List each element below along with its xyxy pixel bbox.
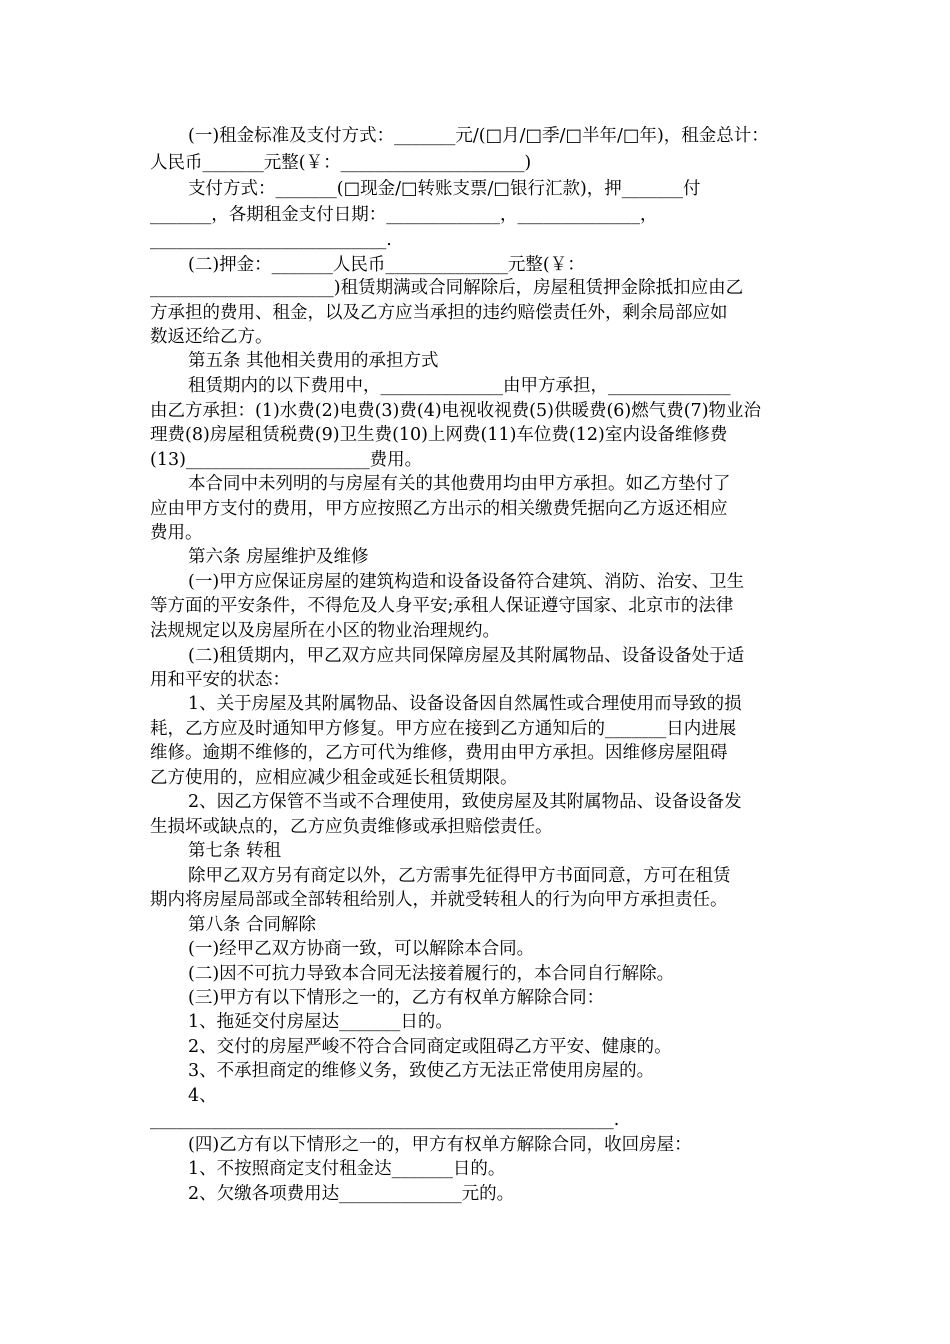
- text-line: (二)因不可抗力导致本合同无法接着履行的，本合同自行解除。: [188, 964, 675, 984]
- text-line: _______，各期租金支付日期：_____________，______________，: [150, 205, 658, 225]
- text-line: 由乙方承担：(1)水费(2)电费(3)费(4)电视收视费(5)供暖费(6)燃气费(7)物业治: [150, 401, 762, 421]
- text-line: (一)经甲乙双方协商一致，可以解除本合同。: [188, 939, 535, 959]
- text-line: 1、关于房屋及其附属物品、设备设备因自然属性或合理使用而导致的损: [188, 694, 742, 714]
- text-line: (一)甲方应保证房屋的建筑构造和设备设备符合建筑、消防、治安、卫生: [188, 572, 745, 592]
- text-line: 除甲乙双方另有商定以外，乙方需事先征得甲方书面同意，方可在租赁: [188, 866, 731, 886]
- text-line: 数返还给乙方。: [150, 327, 273, 347]
- text-line: 本合同中未列明的与房屋有关的其他费用均由甲方承担。如乙方垫付了: [188, 474, 731, 494]
- text-line: (四)乙方有以下情形之一的，甲方有权单方解除合同，收回房屋：: [188, 1135, 692, 1155]
- text-line: _____________________)租赁期满或合同解除后，房屋租赁押金除抵扣应由乙: [150, 278, 744, 298]
- text-line: 1、拖延交付房屋达_______日的。: [188, 1012, 453, 1032]
- text-line: (二)租赁期内，甲乙双方应共同保障房屋及其附属物品、设备设备处于适: [188, 646, 745, 666]
- text-line: 等方面的平安条件，不得危及人身平安;承租人保证遵守国家、北京市的法律: [150, 596, 734, 616]
- text-line: 期内将房屋局部或全部转租给别人，并就受转租人的行为向甲方承担责任。: [150, 890, 728, 910]
- text-line: 耗，乙方应及时通知甲方修复。甲方应在接到乙方通知后的_______日内进展: [150, 719, 737, 739]
- section-heading: 第七条 转租: [188, 841, 282, 861]
- text-line: _____________________________________________________.: [150, 1110, 620, 1130]
- text-line: 乙方使用的，应相应减少租金或延长租赁期限。: [150, 768, 518, 788]
- text-line: 理费(8)房屋租赁税费(9)卫生费(10)上网费(11)车位费(12)室内设备维修费: [150, 425, 728, 445]
- section-heading: 第八条 合同解除: [188, 915, 317, 935]
- text-line: 费用。: [150, 523, 203, 543]
- text-line: ___________________________.: [150, 230, 392, 250]
- text-line: 生损坏或缺点的，乙方应负责维修或承担赔偿责任。: [150, 817, 553, 837]
- text-line: (三)甲方有以下情形之一的，乙方有权单方解除合同：: [188, 988, 605, 1008]
- text-line: (二)押金：_______人民币______________元整(￥：: [188, 255, 585, 275]
- section-heading: 第五条 其他相关费用的承担方式: [188, 351, 439, 371]
- text-line: 租赁期内的以下费用中，______________由甲方承担，______________: [188, 376, 731, 396]
- text-line: 支付方式：_______(□现金/□转账支票/□银行汇款)，押_______付: [188, 179, 701, 199]
- text-line: 2、欠缴各项费用达______________元的。: [188, 1184, 515, 1204]
- text-line: 维修。逾期不维修的，乙方可代为维修，费用由甲方承担。因维修房屋阻碍: [150, 743, 728, 763]
- text-line: 用和平安的状态：: [150, 670, 290, 690]
- section-heading: 第六条 房屋维护及维修: [188, 547, 369, 567]
- text-line: 2、交付的房屋严峻不符合合同商定或阻碍乙方平安、健康的。: [188, 1037, 672, 1057]
- text-line: 应由甲方支付的费用，甲方应按照乙方出示的相关缴费凭据向乙方返还相应: [150, 499, 728, 519]
- text-line: (一)租金标准及支付方式：_______元/(□月/□季/□半年/□年)，租金总计：: [188, 126, 769, 146]
- text-line: 方承担的费用、租金，以及乙方应当承担的违约赔偿责任外，剩余局部应如: [150, 303, 728, 323]
- text-line: 3、不承担商定的维修义务，致使乙方无法正常使用房屋的。: [188, 1061, 655, 1081]
- text-line: 4、: [188, 1086, 217, 1106]
- text-line: 2、因乙方保管不当或不合理使用，致使房屋及其附属物品、设备设备发: [188, 792, 742, 812]
- text-line: 人民币_______元整(￥：_____________________): [150, 153, 532, 173]
- text-line: (13)_____________________费用。: [150, 450, 423, 470]
- text-line: 1、不按照商定支付租金达_______日的。: [188, 1159, 506, 1179]
- text-line: 法规规定以及房屋所在小区的物业治理规约。: [150, 621, 500, 641]
